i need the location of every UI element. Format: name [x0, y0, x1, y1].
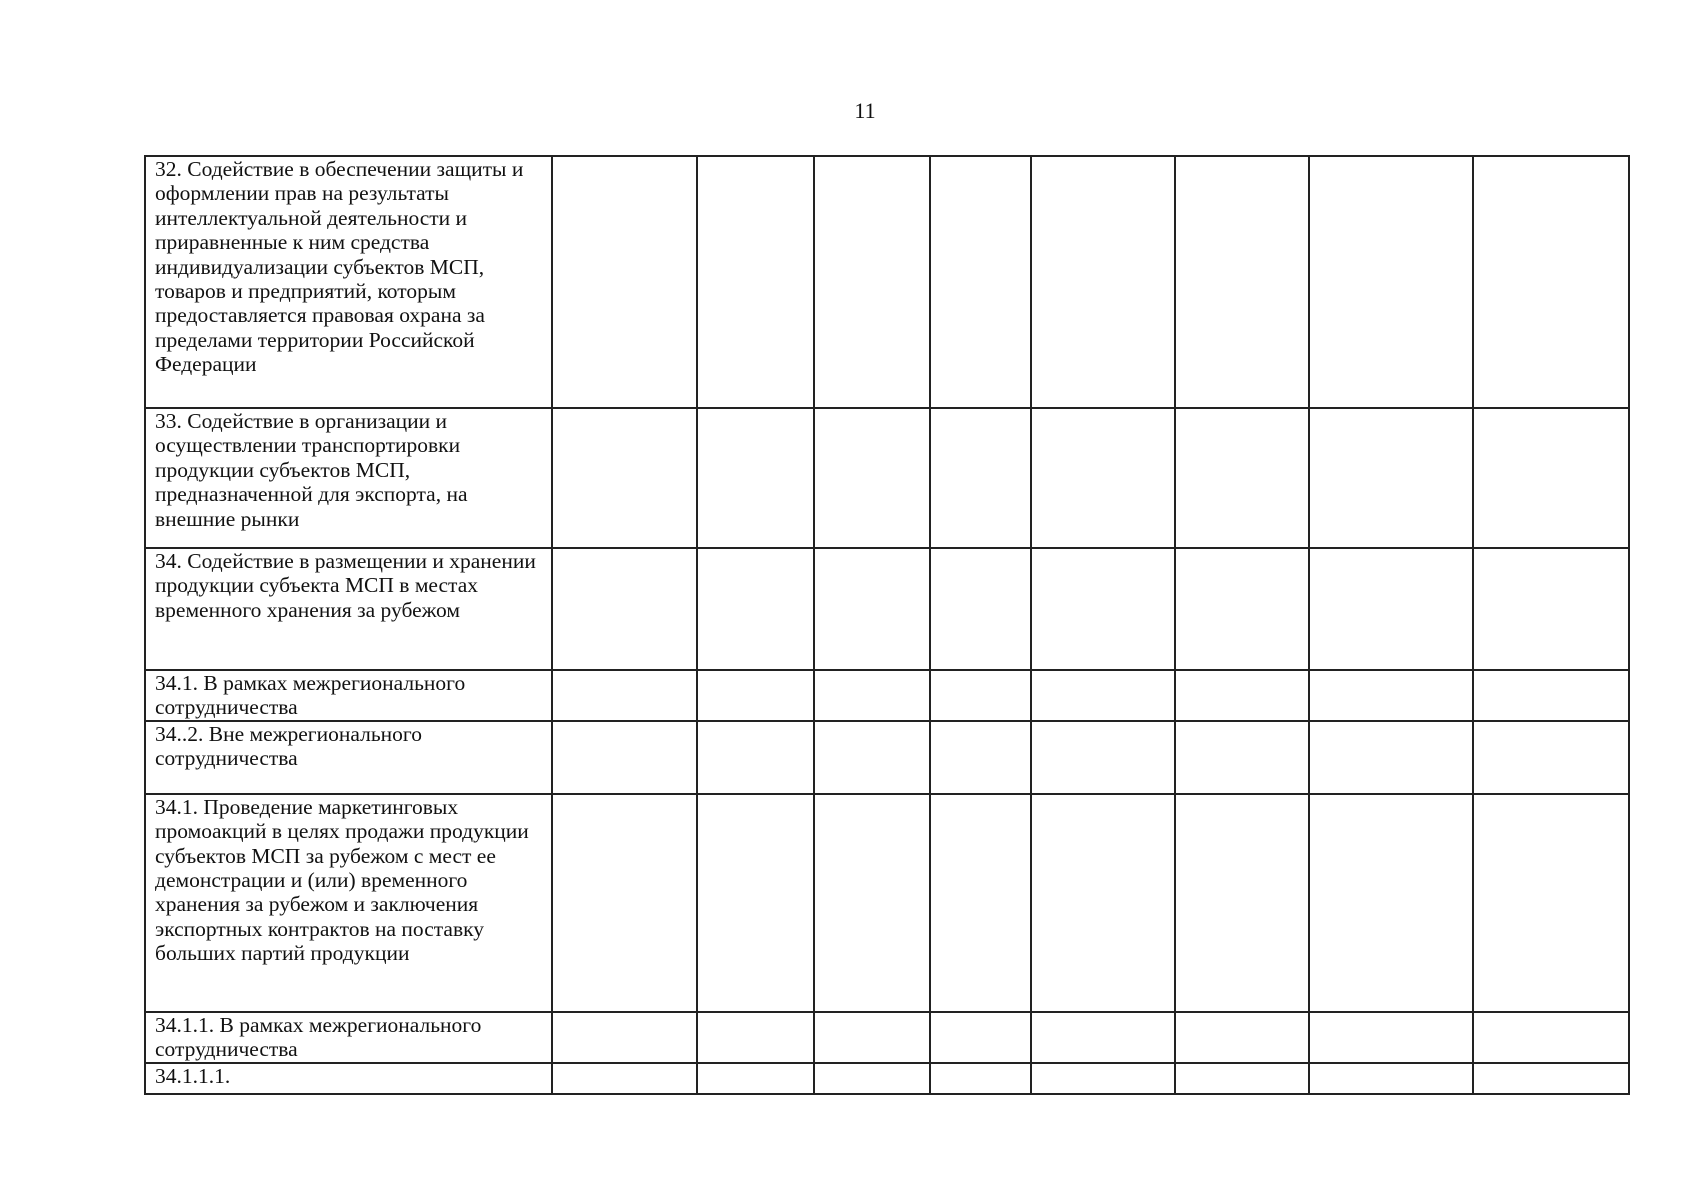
- table-cell: [1473, 548, 1629, 670]
- table-cell: [552, 794, 697, 1012]
- row-label: 34.1.1. В рамках межрегионального сотрудничества: [145, 1012, 552, 1063]
- services-table: [144, 155, 1630, 1095]
- table-cell: [1031, 670, 1175, 721]
- table-cell: [1031, 156, 1175, 408]
- table-cell: [552, 156, 697, 408]
- table-cell: [814, 794, 930, 1012]
- table-cell: [930, 670, 1031, 721]
- table-cell: [1175, 794, 1309, 1012]
- table-cell: [814, 721, 930, 794]
- table-row: [145, 548, 1629, 670]
- table-cell: [697, 794, 814, 1012]
- table-cell: [697, 721, 814, 794]
- table-cell: [1473, 670, 1629, 721]
- table-cell: [552, 408, 697, 548]
- table-row: [145, 670, 1629, 721]
- table-cell: [1473, 1012, 1629, 1063]
- table-cell: [930, 1063, 1031, 1094]
- table-cell: [1473, 156, 1629, 408]
- table-cell: [1309, 794, 1473, 1012]
- table-cell: [1309, 721, 1473, 794]
- row-label: 33. Содействие в организации и осуществлении транспортировки продукции субъектов МСП, предназначенной для экспорта, на внешние рынки: [145, 408, 552, 548]
- table-cell: [814, 548, 930, 670]
- table-cell: [1473, 721, 1629, 794]
- table-cell: [1473, 408, 1629, 548]
- table-cell: [1175, 670, 1309, 721]
- row-label: 34.1. Проведение маркетинговых промоакций в целях продажи продукции субъектов МСП за рубежом с мест ее демонстрации и (или) временного хранения за рубежом и заключения экспортных контрактов на поставку больших партий продукции: [145, 794, 552, 1012]
- table-cell: [814, 670, 930, 721]
- table-cell: [1309, 1063, 1473, 1094]
- table-cell: [697, 548, 814, 670]
- row-label: 34.1. В рамках межрегионального сотрудничества: [145, 670, 552, 721]
- table-cell: [1031, 408, 1175, 548]
- table-cell: [552, 1012, 697, 1063]
- table-cell: [930, 548, 1031, 670]
- table-cell: [930, 408, 1031, 548]
- table-row: [145, 156, 1629, 408]
- table-cell: [1175, 548, 1309, 670]
- table-row: [145, 794, 1629, 1012]
- table-cell: [930, 1012, 1031, 1063]
- table-cell: [1031, 1012, 1175, 1063]
- page-number: 11: [854, 98, 876, 123]
- table-cell: [930, 794, 1031, 1012]
- table-cell: [697, 1063, 814, 1094]
- table-cell: [1031, 548, 1175, 670]
- table-cell: [1309, 548, 1473, 670]
- table-cell: [1031, 721, 1175, 794]
- table-cell: [1175, 156, 1309, 408]
- table-cell: [1175, 408, 1309, 548]
- row-label: 34.1.1.1.: [145, 1063, 552, 1094]
- table-row: [145, 721, 1629, 794]
- table-cell: [814, 156, 930, 408]
- table-cell: [552, 1063, 697, 1094]
- table-cell: [1309, 1012, 1473, 1063]
- table-cell: [697, 156, 814, 408]
- table-cell: [1175, 721, 1309, 794]
- table-cell: [1031, 794, 1175, 1012]
- table-row: [145, 408, 1629, 548]
- table-cell: [814, 1012, 930, 1063]
- table-cell: [697, 1012, 814, 1063]
- table-cell: [1309, 670, 1473, 721]
- table-cell: [1175, 1012, 1309, 1063]
- table-cell: [1175, 1063, 1309, 1094]
- row-label: 34. Содействие в размещении и хранении продукции субъекта МСП в местах временного хранения за рубежом: [145, 548, 552, 670]
- table-cell: [930, 721, 1031, 794]
- table-cell: [1031, 1063, 1175, 1094]
- table-cell: [1473, 794, 1629, 1012]
- table-cell: [552, 670, 697, 721]
- row-label: 32. Содействие в обеспечении защиты и оформлении прав на результаты интеллектуальной деятельности и приравненные к ним средства индивидуализации субъектов МСП, товаров и предприятий, которым предоставляется правовая охрана за пределами территории Российской Федерации: [145, 156, 552, 408]
- table-cell: [1309, 156, 1473, 408]
- table-row: [145, 1063, 1629, 1094]
- table-cell: [697, 670, 814, 721]
- table-cell: [552, 721, 697, 794]
- table-cell: [930, 156, 1031, 408]
- row-label: 34..2. Вне межрегионального сотрудничества: [145, 721, 552, 794]
- table-row: [145, 1012, 1629, 1063]
- table-cell: [697, 408, 814, 548]
- table-cell: [1473, 1063, 1629, 1094]
- table-cell: [552, 548, 697, 670]
- table-cell: [814, 408, 930, 548]
- table-cell: [814, 1063, 930, 1094]
- table-cell: [1309, 408, 1473, 548]
